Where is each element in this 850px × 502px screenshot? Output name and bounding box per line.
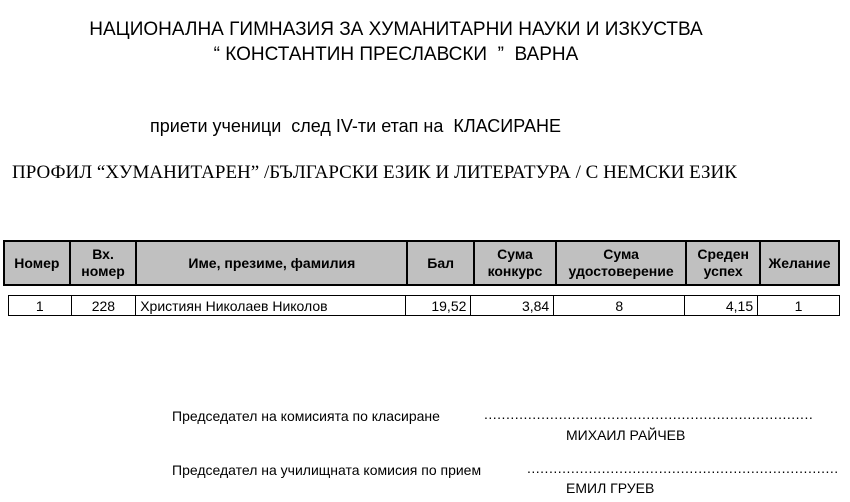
col-header-competition-sum: Сума конкурс	[473, 240, 555, 286]
cell-entry-number: 228	[71, 295, 136, 316]
table-row	[8, 295, 840, 316]
cell-score: 19,52	[405, 295, 471, 316]
col-header-certificate-sum: Сума удостоверение	[555, 240, 685, 286]
col-header-score: Бал	[406, 240, 473, 286]
document-subtitle: приети ученици след IV-ти етап на КЛАСИРАНЕ	[150, 116, 562, 136]
col-header-name: Име, презиме, фамилия	[135, 240, 406, 286]
chair-admission-label: Председател на училищната комисия по прием	[172, 462, 482, 478]
profile-title: ПРОФИЛ “ХУМАНИТАРЕН” /БЪЛГАРСКИ ЕЗИК И ЛИТЕРАТУРА / С НЕМСКИ ЕЗИК	[12, 162, 737, 183]
cell-certificate-sum: 8	[553, 295, 684, 316]
chair-classification-name: МИХАИЛ РАЙЧЕВ	[566, 427, 686, 443]
table-header	[3, 240, 840, 286]
school-subname: “ КОНСТАНТИН ПРЕСЛАВСКИ ” ВАРНА	[213, 44, 579, 65]
results-table	[8, 295, 840, 316]
cell-preference: 1	[757, 295, 840, 316]
col-header-preference: Желание	[759, 240, 840, 286]
cell-average-grade: 4,15	[684, 295, 757, 316]
cell-name: Християн Николаев Николов	[135, 295, 405, 316]
col-header-average-grade: Среден успех	[685, 240, 759, 286]
chair-classification-label: Председател на комисията по класиране	[172, 408, 440, 424]
chair-classification-signature-line: ...........................................................................	[484, 406, 814, 422]
cell-competition-sum: 3,84	[470, 295, 553, 316]
chair-admission-signature-line: .......................................................................	[527, 460, 839, 476]
cell-number: 1	[8, 295, 71, 316]
col-header-entry-number-label: Вх. номер	[81, 246, 125, 279]
school-name: НАЦИОНАЛНА ГИМНАЗИЯ ЗА ХУМАНИТАРНИ НАУКИ И ИЗКУСТВА	[89, 19, 703, 40]
col-header-entry-number	[69, 240, 136, 286]
chair-admission-name: ЕМИЛ ГРУЕВ	[566, 480, 655, 496]
col-header-number: Номер	[3, 240, 69, 286]
